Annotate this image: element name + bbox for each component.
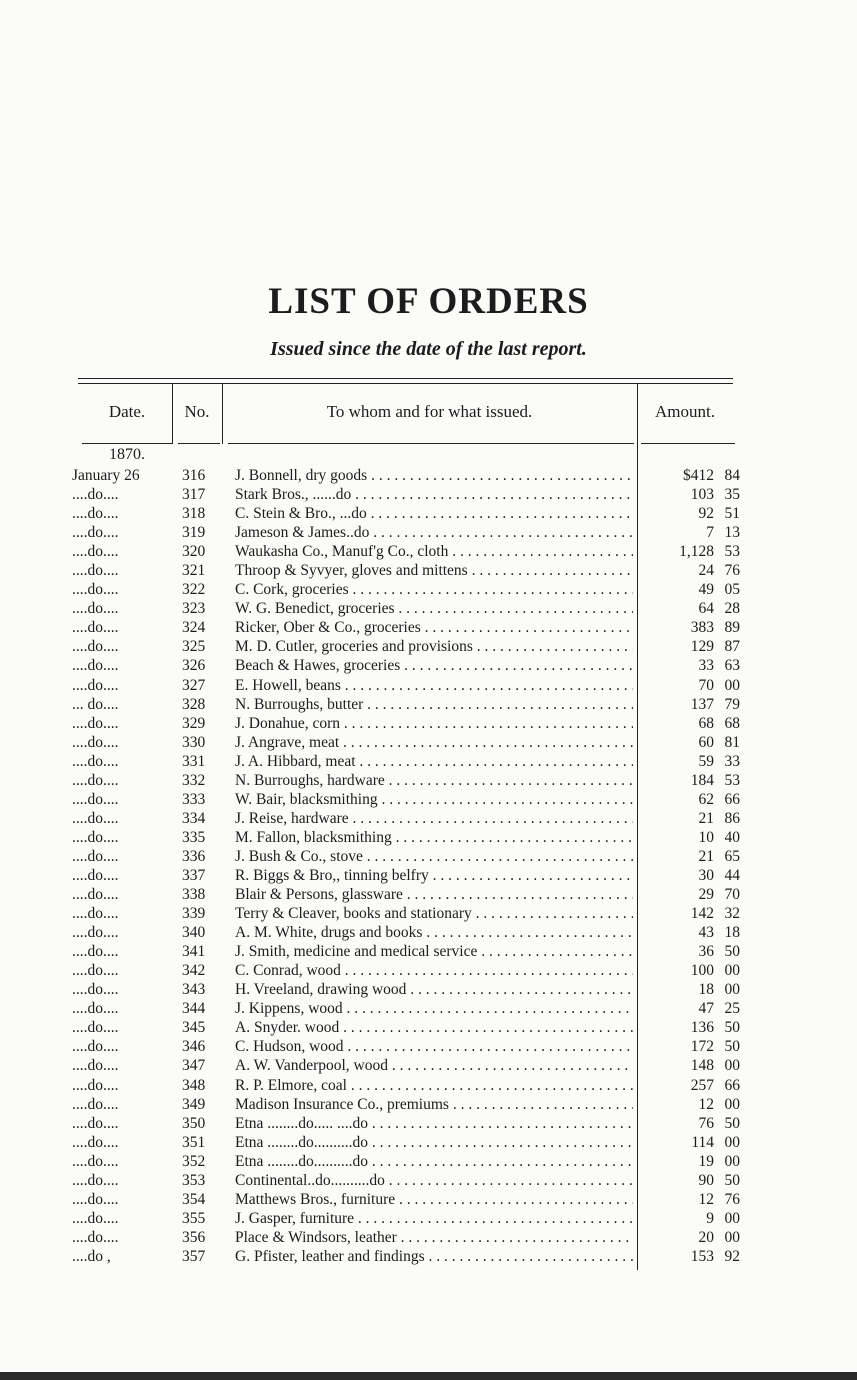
row-amount-cents: 89: [724, 619, 740, 637]
row-date: ....do....: [72, 657, 119, 675]
row-amount-dollars: 137: [690, 695, 714, 713]
row-description: J. Kippens, wood . . .: [235, 999, 633, 1018]
row-date: ....do....: [72, 847, 119, 865]
row-amount-cents: 00: [724, 981, 740, 999]
row-amount-dollars: 68: [698, 714, 714, 732]
row-number: 334: [182, 809, 206, 827]
table-row: [72, 676, 772, 695]
column-header-amount: Amount.: [655, 402, 715, 421]
row-date: ....do....: [72, 600, 119, 618]
row-date: ....do....: [72, 828, 119, 846]
row-amount-cents: 05: [724, 581, 740, 599]
table-row: [72, 561, 772, 580]
row-amount-cents: 00: [724, 676, 740, 694]
row-description: Terry & Cleaver, books and stationary . . .: [235, 904, 633, 923]
row-amount-dollars: 1,128: [679, 543, 714, 561]
table-row: [72, 904, 772, 923]
row-amount-cents: 00: [724, 962, 740, 980]
row-number: 354: [182, 1190, 206, 1208]
row-number: 350: [182, 1114, 206, 1132]
row-amount-dollars: 12: [698, 1095, 714, 1113]
row-number: 352: [182, 1152, 206, 1170]
row-amount-dollars: 153: [690, 1247, 714, 1265]
row-number: 344: [182, 1000, 206, 1018]
table-row: [72, 999, 772, 1018]
row-amount-dollars: 184: [690, 771, 714, 789]
row-description: W. G. Benedict, groceries . . .: [235, 599, 633, 618]
row-description: J. A. Hibbard, meat . . .: [235, 752, 633, 771]
row-description: J. Gasper, furniture . . .: [235, 1209, 633, 1228]
row-amount-dollars: 62: [698, 790, 714, 808]
table-row: [72, 1209, 772, 1228]
row-description: W. Bair, blacksmithing . . .: [235, 790, 633, 809]
row-date: ....do....: [72, 733, 119, 751]
row-number: 320: [182, 543, 206, 561]
row-amount-dollars: 136: [690, 1019, 714, 1037]
row-amount-cents: 40: [724, 828, 740, 846]
row-amount-cents: 92: [724, 1247, 740, 1265]
row-description: J. Reise, hardware . . .: [235, 809, 633, 828]
row-amount-cents: 33: [724, 752, 740, 770]
row-description: Continental..do..........do . . .: [235, 1171, 633, 1190]
table-row: [72, 1018, 772, 1037]
row-number: 338: [182, 886, 206, 904]
row-date: ....do....: [72, 581, 119, 599]
row-amount-cents: 86: [724, 809, 740, 827]
header-separator: [178, 443, 220, 444]
row-number: 333: [182, 790, 206, 808]
table-row: [72, 771, 772, 790]
row-amount-dollars: 172: [690, 1038, 714, 1056]
row-number: 336: [182, 847, 206, 865]
row-date: ....do....: [72, 809, 119, 827]
row-date: ....do....: [72, 1095, 119, 1113]
row-description: Beach & Hawes, groceries . . .: [235, 656, 633, 675]
row-number: 317: [182, 486, 206, 504]
row-description: N. Burroughs, hardware . . .: [235, 771, 633, 790]
row-date: ....do....: [72, 905, 119, 923]
table-row: [72, 790, 772, 809]
row-date: January 26: [72, 467, 140, 484]
row-amount-dollars: 70: [698, 676, 714, 694]
row-date: ....do....: [72, 1152, 119, 1170]
row-amount-cents: 50: [724, 1114, 740, 1132]
row-date: ....do....: [72, 771, 119, 789]
row-amount-cents: 00: [724, 1057, 740, 1075]
row-amount-dollars: 33: [698, 657, 714, 675]
row-number: 348: [182, 1076, 206, 1094]
row-amount-cents: 00: [724, 1095, 740, 1113]
row-amount-dollars: 59: [698, 752, 714, 770]
row-description: Throop & Syvyer, gloves and mittens . . .: [235, 561, 633, 580]
top-rule: [78, 378, 733, 379]
row-date: ....do....: [72, 981, 119, 999]
table-row: [72, 714, 772, 733]
row-amount-dollars: 19: [698, 1152, 714, 1170]
header-separator: [641, 443, 735, 444]
row-description: J. Bonnell, dry goods . . .: [235, 466, 633, 485]
table-row: [72, 1171, 772, 1190]
row-description: Ricker, Ober & Co., groceries . . .: [235, 618, 633, 637]
row-amount-dollars: 47: [698, 1000, 714, 1018]
row-description: E. Howell, beans . . .: [235, 676, 633, 695]
row-number: 321: [182, 562, 206, 580]
row-amount-dollars: 64: [698, 600, 714, 618]
row-amount-dollars: $412: [683, 467, 714, 484]
table-row: [72, 523, 772, 542]
row-date: ....do....: [72, 790, 119, 808]
row-date: ....do....: [72, 1133, 119, 1151]
table-row: [72, 980, 772, 999]
table-row: [72, 847, 772, 866]
row-date: ....do....: [72, 1190, 119, 1208]
row-amount-cents: 63: [724, 657, 740, 675]
table-row: [72, 618, 772, 637]
row-date: ....do....: [72, 524, 119, 542]
row-description: R. P. Elmore, coal . . .: [235, 1076, 633, 1095]
row-number: 349: [182, 1095, 206, 1113]
row-amount-dollars: 103: [690, 486, 714, 504]
row-amount-dollars: 142: [690, 905, 714, 923]
row-amount-cents: 32: [724, 905, 740, 923]
row-date: ....do....: [72, 1000, 119, 1018]
table-row: [72, 1056, 772, 1075]
row-description: J. Donahue, corn . . .: [235, 714, 633, 733]
row-description: M. D. Cutler, groceries and provisions . . .: [235, 637, 633, 656]
column-header-description: To whom and for what issued.: [326, 402, 533, 421]
top-rule-double: [78, 383, 733, 384]
row-description: Madison Insurance Co., premiums . . .: [235, 1095, 633, 1114]
row-date: ....do....: [72, 1076, 119, 1094]
row-amount-dollars: 114: [691, 1133, 714, 1151]
row-amount-dollars: 129: [690, 638, 714, 656]
row-number: 345: [182, 1019, 206, 1037]
row-date: ... do....: [72, 695, 119, 713]
table-row: [72, 1152, 772, 1171]
row-date: ....do....: [72, 1114, 119, 1132]
row-number: 355: [182, 1209, 206, 1227]
row-description: M. Fallon, blacksmithing . . .: [235, 828, 633, 847]
row-date: ....do ,: [72, 1247, 111, 1265]
row-number: 329: [182, 714, 206, 732]
row-amount-cents: 81: [724, 733, 740, 751]
row-amount-cents: 00: [724, 1209, 740, 1227]
table-row: [72, 752, 772, 771]
row-description: Blair & Persons, glassware . . .: [235, 885, 633, 904]
row-description: C. Stein & Bro., ...do . . .: [235, 504, 633, 523]
row-amount-cents: 87: [724, 638, 740, 656]
row-description: A. Snyder. wood . . .: [235, 1018, 633, 1037]
row-amount-dollars: 43: [698, 924, 714, 942]
row-amount-dollars: 20: [698, 1228, 714, 1246]
row-date: ....do....: [72, 1038, 119, 1056]
row-date: ....do....: [72, 505, 119, 523]
row-date: ....do....: [72, 638, 119, 656]
row-number: 323: [182, 600, 206, 618]
row-amount-cents: 50: [724, 1171, 740, 1189]
row-amount-dollars: 7: [706, 524, 714, 542]
row-amount-dollars: 90: [698, 1171, 714, 1189]
row-description: C. Conrad, wood . . .: [235, 961, 633, 980]
row-date: ....do....: [72, 1057, 119, 1075]
row-amount-cents: 18: [724, 924, 740, 942]
row-amount-dollars: 30: [698, 866, 714, 884]
row-number: 346: [182, 1038, 206, 1056]
row-number: 356: [182, 1228, 206, 1246]
row-number: 342: [182, 962, 206, 980]
table-row: [72, 1076, 772, 1095]
row-amount-dollars: 36: [698, 943, 714, 961]
row-amount-cents: 50: [724, 1019, 740, 1037]
row-description: A. M. White, drugs and books . . .: [235, 923, 633, 942]
page-title: LIST OF ORDERS: [268, 281, 589, 322]
table-row: [72, 1114, 772, 1133]
row-number: 340: [182, 924, 206, 942]
row-description: N. Burroughs, butter . . .: [235, 695, 633, 714]
row-number: 319: [182, 524, 206, 542]
row-date: ....do....: [72, 543, 119, 561]
row-amount-cents: 68: [724, 714, 740, 732]
table-row: [72, 942, 772, 961]
table-row: [72, 580, 772, 599]
row-amount-cents: 66: [724, 1076, 740, 1094]
row-date: ....do....: [72, 1209, 119, 1227]
table-row: [72, 466, 772, 485]
row-date: ....do....: [72, 866, 119, 884]
row-number: 341: [182, 943, 206, 961]
row-amount-dollars: 12: [698, 1190, 714, 1208]
row-description: Etna ........do..... ....do . . .: [235, 1114, 633, 1133]
column-header-date: Date.: [108, 402, 146, 421]
row-number: 335: [182, 828, 206, 846]
row-amount-dollars: 383: [690, 619, 714, 637]
row-amount-dollars: 148: [690, 1057, 714, 1075]
row-description: Matthews Bros., furniture . . .: [235, 1190, 633, 1209]
row-amount-cents: 84: [724, 467, 740, 484]
row-number: 331: [182, 752, 206, 770]
row-amount-cents: 53: [724, 543, 740, 561]
row-amount-cents: 44: [724, 866, 740, 884]
row-amount-dollars: 10: [698, 828, 714, 846]
row-amount-cents: 50: [724, 943, 740, 961]
row-amount-dollars: 92: [698, 505, 714, 523]
row-amount-cents: 76: [724, 1190, 740, 1208]
row-amount-dollars: 60: [698, 733, 714, 751]
row-date: ....do....: [72, 1019, 119, 1037]
row-amount-cents: 35: [724, 486, 740, 504]
row-amount-cents: 51: [724, 505, 740, 523]
row-date: ....do....: [72, 1171, 119, 1189]
row-description: Place & Windsors, leather . . .: [235, 1228, 633, 1247]
page-subtitle: Issued since the date of the last report.: [270, 338, 587, 360]
table-row: [72, 599, 772, 618]
table-row: [72, 695, 772, 714]
row-amount-cents: 25: [724, 1000, 740, 1018]
row-description: Etna ........do..........do . . .: [235, 1152, 633, 1171]
table-row: [72, 923, 772, 942]
table-row: [72, 961, 772, 980]
table-row: [72, 866, 772, 885]
row-date: ....do....: [72, 886, 119, 904]
table-row: [72, 1190, 772, 1209]
row-amount-dollars: 18: [698, 981, 714, 999]
row-description: R. Biggs & Bro,, tinning belfry . . .: [235, 866, 633, 885]
row-number: 337: [182, 866, 206, 884]
row-amount-cents: 70: [724, 886, 740, 904]
row-number: 327: [182, 676, 206, 694]
page-edge: [0, 1372, 857, 1380]
table-row: [72, 1095, 772, 1114]
row-date: ....do....: [72, 619, 119, 637]
row-amount-cents: 50: [724, 1038, 740, 1056]
row-number: 353: [182, 1171, 206, 1189]
row-amount-dollars: 100: [690, 962, 714, 980]
row-amount-dollars: 257: [690, 1076, 714, 1094]
row-amount-cents: 28: [724, 600, 740, 618]
row-description: A. W. Vanderpool, wood . . .: [235, 1056, 633, 1075]
row-description: H. Vreeland, drawing wood . . .: [235, 980, 633, 999]
row-date: ....do....: [72, 943, 119, 961]
row-description: Waukasha Co., Manuf'g Co., cloth . . .: [235, 542, 633, 561]
table-row: [72, 885, 772, 904]
row-description: G. Pfister, leather and findings . . .: [235, 1247, 633, 1266]
header-separator: [228, 443, 634, 444]
row-amount-cents: 13: [724, 524, 740, 542]
row-amount-dollars: 21: [698, 847, 714, 865]
header-separator: [82, 443, 172, 444]
table-row: [72, 637, 772, 656]
table-row: [72, 656, 772, 675]
row-number: 330: [182, 733, 206, 751]
year-label: 1870.: [109, 446, 145, 463]
row-date: ....do....: [72, 486, 119, 504]
row-date: ....do....: [72, 1228, 119, 1246]
row-date: ....do....: [72, 714, 119, 732]
row-description: J. Bush & Co., stove . . .: [235, 847, 633, 866]
row-number: 332: [182, 771, 206, 789]
row-amount-dollars: 21: [698, 809, 714, 827]
table-row: [72, 1037, 772, 1056]
row-number: 325: [182, 638, 206, 656]
row-number: 328: [182, 695, 206, 713]
row-description: Etna ........do..........do . . .: [235, 1133, 633, 1152]
row-amount-cents: 76: [724, 562, 740, 580]
table-row: [72, 828, 772, 847]
row-number: 343: [182, 981, 206, 999]
row-date: ....do....: [72, 924, 119, 942]
row-amount-cents: 00: [724, 1228, 740, 1246]
row-date: ....do....: [72, 752, 119, 770]
table-row: [72, 809, 772, 828]
row-amount-dollars: 49: [698, 581, 714, 599]
row-amount-dollars: 76: [698, 1114, 714, 1132]
row-amount-cents: 00: [724, 1133, 740, 1151]
column-header-no: No.: [184, 402, 210, 421]
row-amount-cents: 53: [724, 771, 740, 789]
row-amount-cents: 65: [724, 847, 740, 865]
row-number: 318: [182, 505, 206, 523]
row-amount-dollars: 29: [698, 886, 714, 904]
row-description: C. Cork, groceries . . .: [235, 580, 633, 599]
row-amount-cents: 79: [724, 695, 740, 713]
row-number: 347: [182, 1057, 206, 1075]
row-amount-dollars: 9: [706, 1209, 714, 1227]
table-row: [72, 542, 772, 561]
row-amount-cents: 00: [724, 1152, 740, 1170]
table-row: [72, 485, 772, 504]
row-number: 324: [182, 619, 206, 637]
row-amount-cents: 66: [724, 790, 740, 808]
row-description: J. Smith, medicine and medical service . . .: [235, 942, 633, 961]
row-date: ....do....: [72, 676, 119, 694]
row-description: Jameson & James..do . . .: [235, 523, 633, 542]
row-date: ....do....: [72, 562, 119, 580]
table-row: [72, 1247, 772, 1266]
table-row: [72, 1133, 772, 1152]
table-row: [72, 1228, 772, 1247]
table-row: [72, 504, 772, 523]
table-row: [72, 733, 772, 752]
row-number: 357: [182, 1247, 206, 1265]
row-description: Stark Bros., ......do . . .: [235, 485, 633, 504]
row-amount-dollars: 24: [698, 562, 714, 580]
row-date: ....do....: [72, 962, 119, 980]
row-number: 316: [182, 467, 206, 484]
row-number: 351: [182, 1133, 206, 1151]
row-number: 326: [182, 657, 206, 675]
orders-list: [72, 466, 772, 1266]
row-number: 322: [182, 581, 206, 599]
row-description: J. Angrave, meat . . .: [235, 733, 633, 752]
row-number: 339: [182, 905, 206, 923]
row-description: C. Hudson, wood . . .: [235, 1037, 633, 1056]
